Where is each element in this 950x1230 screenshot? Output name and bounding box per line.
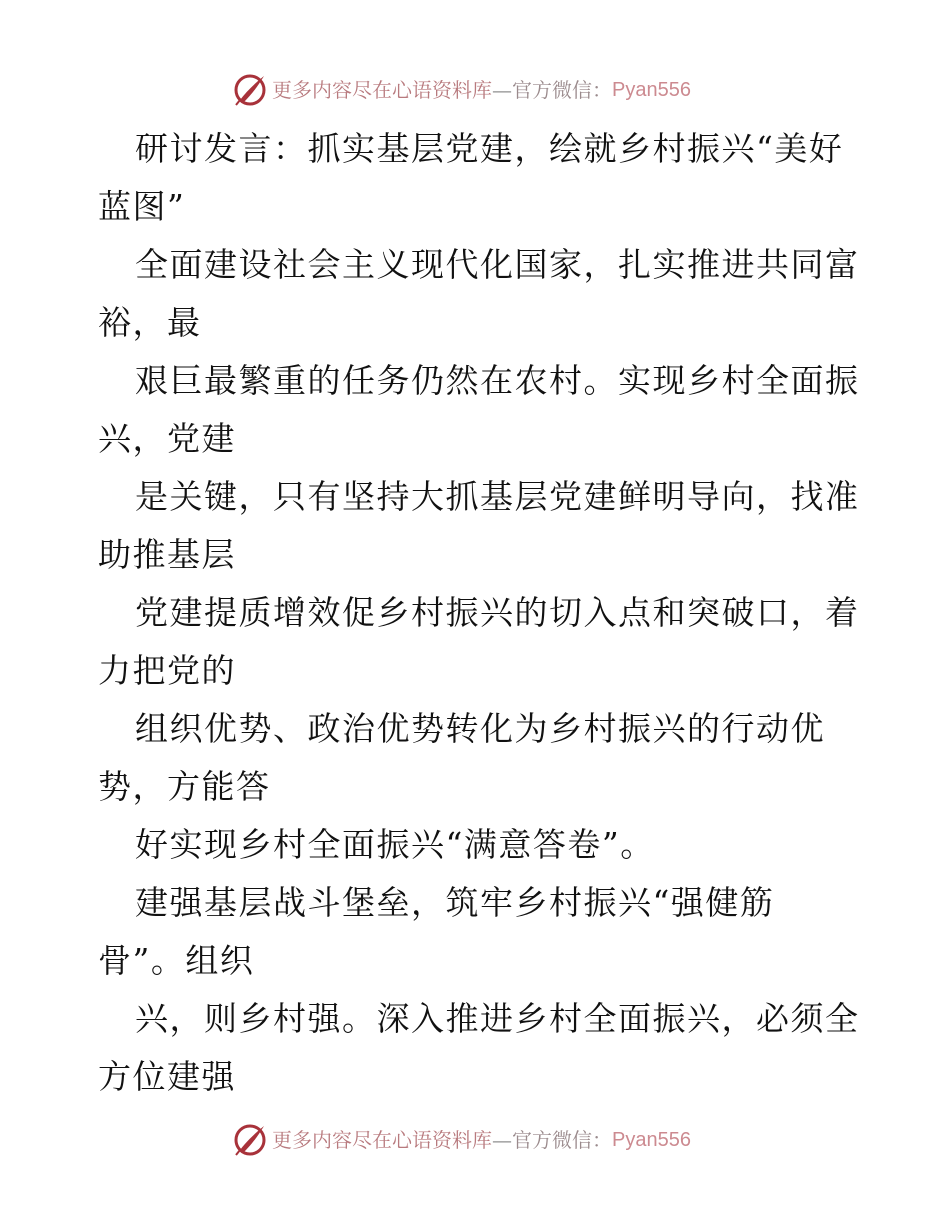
text-line: 裕，最 <box>98 303 202 342</box>
text-line: 组织优势、政治优势转化为乡村振兴的行动优 <box>135 709 825 748</box>
banner-slogan: 更多内容尽在心语资料库 <box>272 78 492 102</box>
header-banner <box>0 70 950 110</box>
text-line: 艰巨最繁重的任务仍然在农村。实现乡村全面振 <box>135 361 860 400</box>
banner-wechat-label: 官方微信： <box>512 1128 612 1152</box>
banner-slogan: 更多内容尽在心语资料库 <box>272 1128 492 1152</box>
text-line: 方位建强 <box>98 1057 236 1096</box>
quill-logo-icon <box>232 72 268 108</box>
text-line: 势，方能答 <box>98 767 271 806</box>
banner-dash: — <box>492 78 512 102</box>
text-line: 全面建设社会主义现代化国家，扎实推进共同富 <box>135 245 860 284</box>
text-line: 建强基层战斗堡垒，筑牢乡村振兴“强健筋 <box>135 883 775 922</box>
text-line: 党建提质增效促乡村振兴的切入点和突破口，着 <box>135 593 860 632</box>
document-body <box>98 120 858 1106</box>
banner-wechat-label: 官方微信： <box>512 78 612 102</box>
text-line: 是关键，只有坚持大抓基层党建鲜明导向，找准 <box>135 477 860 516</box>
footer-banner <box>0 1120 950 1160</box>
text-line: 好实现乡村全面振兴“满意答卷”。 <box>135 825 655 864</box>
banner-wechat-id: Pyan556 <box>612 1129 691 1151</box>
text-line: 研讨发言：抓实基层党建，绘就乡村振兴“美好 <box>135 129 844 168</box>
text-line: 蓝图” <box>98 187 186 226</box>
banner-dash: — <box>492 1128 512 1152</box>
text-line: 骨”。组织 <box>98 941 255 980</box>
text-line: 兴，则乡村强。深入推进乡村全面振兴，必须全 <box>135 999 860 1038</box>
quill-logo-icon <box>232 1122 268 1158</box>
banner-wechat-id: Pyan556 <box>612 79 691 101</box>
text-line: 兴，党建 <box>98 419 236 458</box>
text-line: 力把党的 <box>98 651 236 690</box>
text-line: 助推基层 <box>98 535 236 574</box>
